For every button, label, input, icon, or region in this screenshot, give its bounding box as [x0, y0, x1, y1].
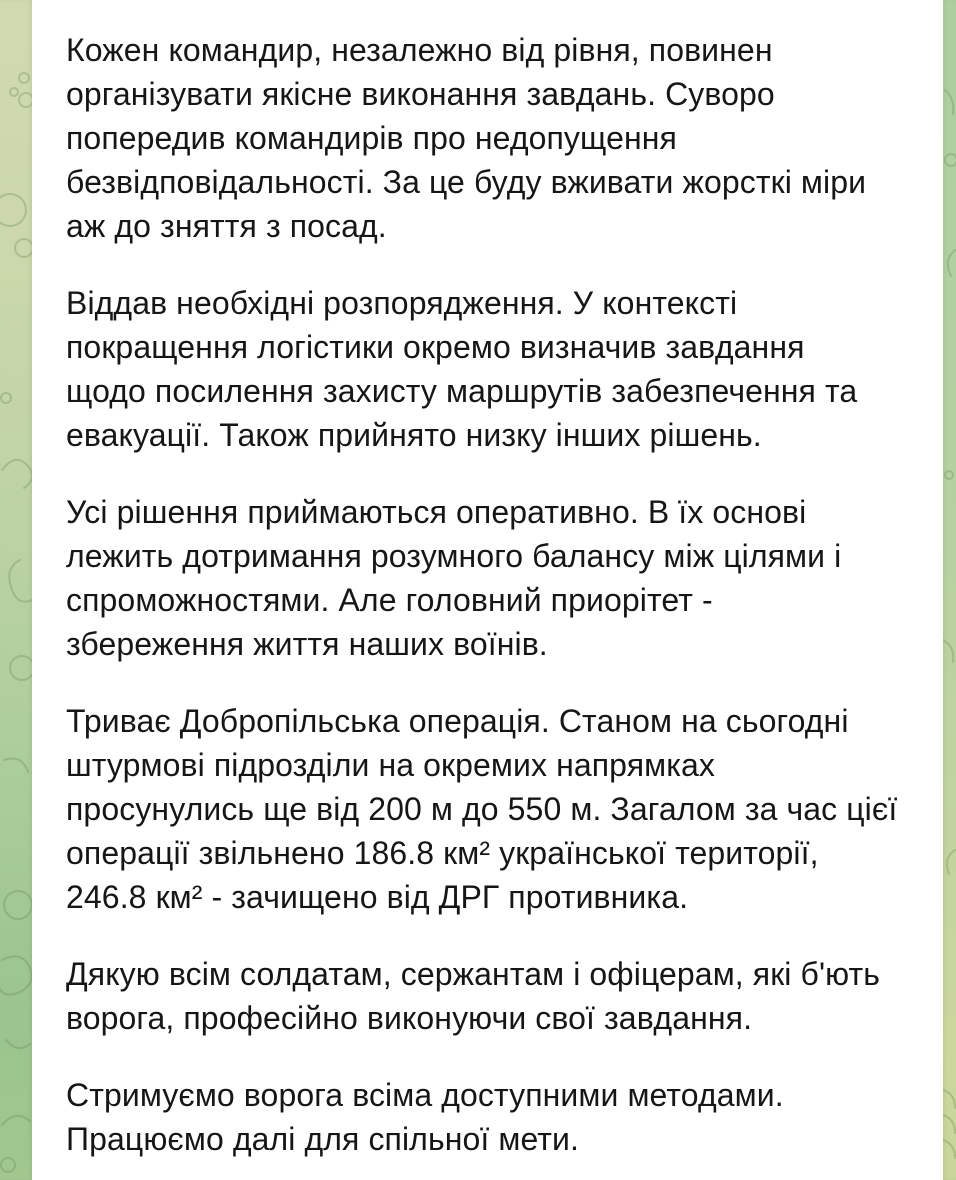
- chat-background-right-strip: [943, 0, 956, 1180]
- message-paragraph: Кожен командир, незалежно від рівня, повинен організувати якісне виконання завдань. Суворо попередив командирів про недопущення безвідповідальності. За це буду вживати жорсткі міри аж до зняття з посад.: [66, 32, 867, 244]
- message-paragraph: Віддав необхідні розпорядження. У контексті покращення логістики окремо визначив завдання щодо посилення захисту маршрутів забезпечення та евакуації. Також прийнято низку інших рішень.: [66, 285, 858, 453]
- message-bubble: [32, 0, 943, 1180]
- message-paragraph: Стримуємо ворога всіма доступними методами. Працюємо далі для спільної мети.: [66, 1077, 784, 1157]
- message-paragraph: Усі рішення приймаються оперативно. В їх основі лежить дотримання розумного балансу між цілями і спроможностями. Але головний приорітет - збереження життя наших воїнів.: [66, 494, 842, 662]
- chat-background-left-strip: [0, 0, 32, 1180]
- doodle-pattern-icon: [0, 0, 32, 1180]
- message-paragraph: Дякую всім солдатам, сержантам і офіцерам, які б'ють ворога, професійно виконуючи свої завдання.: [66, 956, 881, 1036]
- doodle-pattern-icon: [943, 0, 956, 1180]
- message-paragraph: Триває Добропільська операція. Станом на сьогодні штурмові підрозділи на окремих напрямках просунулись ще від 200 м до 550 м. Загалом за час цієї операції звільнено 186.8 км² української території, 246.8 км² - зачищено від ДРГ противника.: [66, 703, 898, 915]
